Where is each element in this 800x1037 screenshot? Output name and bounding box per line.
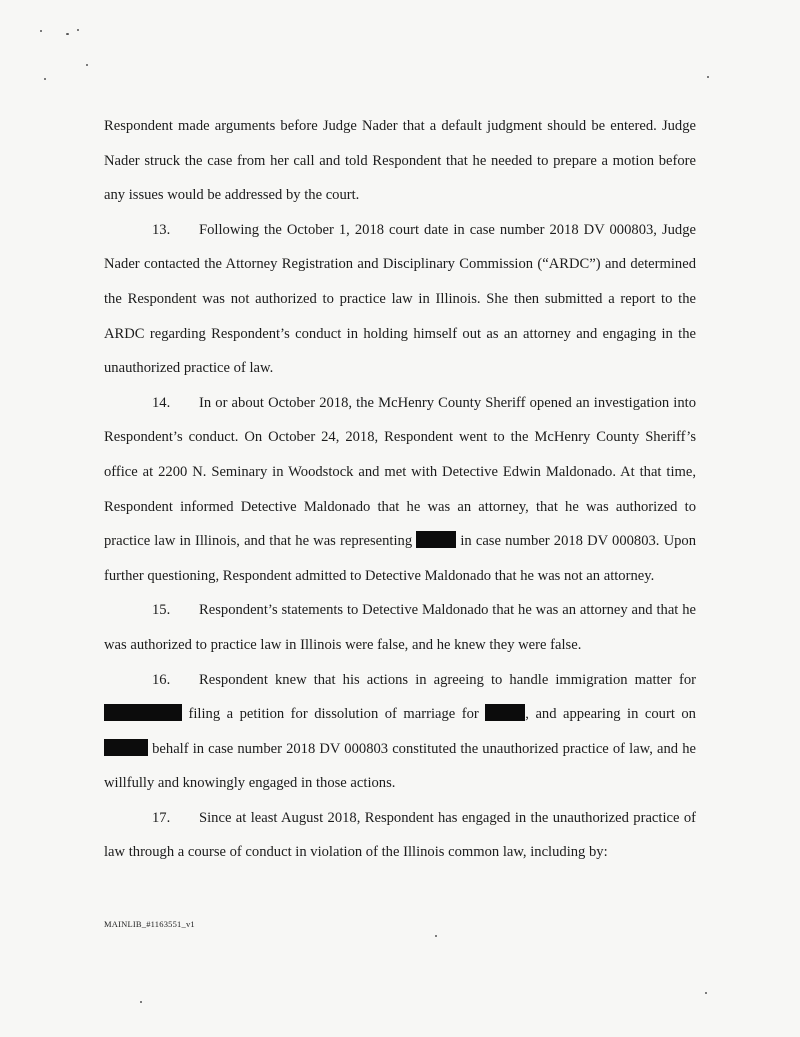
paragraph-text: In or about October 2018, the McHenry County Sheriff opened an investigation into Respondent’s conduct. On October 24, 2018, Respondent went to the McHenry County Sheriff’s office at 2200 N. Seminary in Woodstock and met with Detective Edwin Maldonado. At that time, Respondent informed Detective Maldonado that he was an attorney, that he was authorized to practice law in Illinois, and that he was representing: [104, 394, 696, 550]
paragraph-text: Since at least August 2018, Respondent has engaged in the unauthorized practice of law through a course of conduct in violation of the Illinois common law, including by:: [104, 809, 696, 861]
paragraph-13: [104, 213, 696, 386]
document-footer-id: MAINLIB_#1163551_v1: [104, 919, 195, 929]
scan-speck: [707, 76, 709, 78]
scan-speck: [77, 29, 79, 31]
scan-speck: [44, 78, 46, 80]
paragraph-14: [104, 386, 696, 594]
paragraph-text: Respondent knew that his actions in agreeing to handle immigration matter for: [199, 671, 696, 688]
redaction-bar: [104, 739, 148, 756]
paragraph-text: behalf in case number 2018 DV 000803 constituted the unauthorized practice of law, and he willfully and knowingly engaged in those actions.: [104, 740, 696, 792]
paragraph-text: Following the October 1, 2018 court date in case number 2018 DV 000803, Judge Nader contacted the Attorney Registration and Disciplinary Commission (“ARDC”) and determined the Respondent was not authorized to practice law in Illinois. She then submitted a report to the ARDC regarding Respondent’s conduct in holding himself out as an attorney and engaging in the unauthorized practice of law.: [104, 221, 696, 377]
paragraph-number: 13.: [152, 221, 171, 238]
paragraph-16: [104, 663, 696, 801]
paragraph-number: 14.: [152, 394, 171, 411]
paragraph-text: in case number 2018 DV 000803. Upon further questioning, Respondent admitted to Detective Maldonado that he was not an attorney.: [104, 533, 696, 584]
paragraph-number: 15.: [152, 602, 171, 619]
redaction-bar: [485, 704, 525, 721]
paragraph-lead: Respondent made arguments before Judge Nader that a default judgment should be entered. Judge Nader struck the case from her call and told Respondent that he needed to prepare a motion before any issues would be addressed by the court.: [104, 118, 696, 204]
scan-speck: [705, 992, 707, 994]
paragraph-15: [104, 593, 696, 662]
paragraph-17: [104, 801, 696, 870]
paragraph-number: 16.: [152, 671, 171, 688]
scan-speck: [40, 30, 42, 32]
scan-speck: [140, 1001, 142, 1003]
scan-speck: [66, 33, 69, 35]
paragraph-text: filing a petition for dissolution of marriage for: [188, 706, 479, 723]
redaction-bar: [104, 704, 182, 721]
paragraph-text: , and appearing in court on: [525, 706, 696, 723]
paragraph-text: Respondent’s statements to Detective Maldonado that he was an attorney and that he was authorized to practice law in Illinois were false, and he knew they were false.: [104, 602, 696, 653]
paragraph-number: 17.: [152, 809, 171, 826]
document-body: [104, 109, 696, 870]
redaction-bar: [416, 531, 456, 548]
scan-speck: [435, 935, 437, 937]
scan-speck: [86, 64, 88, 66]
